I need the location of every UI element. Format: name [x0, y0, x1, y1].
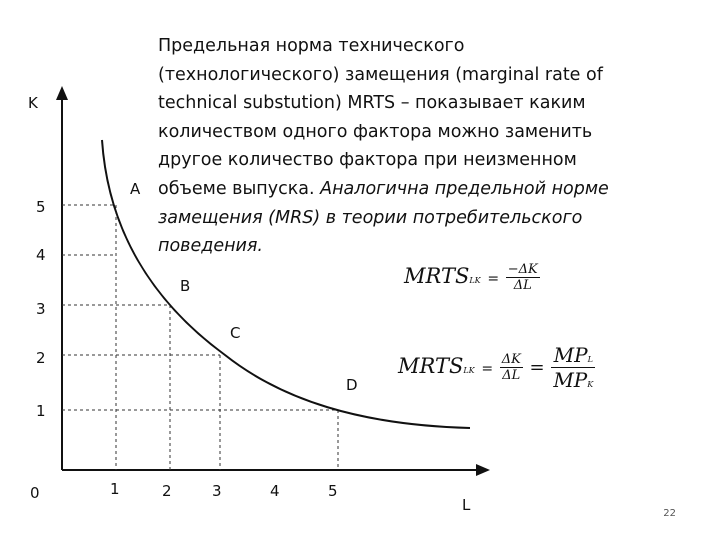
formula1-num: −ΔK — [507, 262, 538, 277]
x-tick-2: 2 — [162, 482, 172, 500]
definition-line-7: замещения (MRS) в теории потребительского — [158, 207, 583, 228]
definition-line-1: Предельная норма технического — [158, 36, 465, 56]
y-tick-5: 5 — [36, 198, 46, 216]
origin-label: 0 — [30, 484, 40, 502]
x-axis-arrow — [476, 464, 490, 476]
definition-line-6 — [158, 175, 678, 204]
formula2-fraction-mp — [551, 343, 595, 392]
definition-text — [158, 32, 678, 261]
definition-line-5: другое количество фактора при неизменном — [158, 150, 577, 171]
formula2-eq2: = — [529, 357, 545, 378]
point-c-label: C — [230, 324, 241, 342]
x-tick-3: 3 — [212, 482, 222, 500]
definition-line-2: (технологического) замещения (marginal rate of — [158, 64, 603, 85]
formula2-num2-group — [551, 343, 595, 368]
definition-line-3: technical substution) MRTS – показывает каким — [158, 93, 586, 114]
formula2-sub: LK — [463, 366, 475, 375]
formula-mrts-delta — [404, 262, 540, 293]
formula2-den2: MP — [553, 368, 588, 392]
formula1-den: ΔL — [513, 278, 532, 293]
x-tick-5: 5 — [328, 482, 338, 500]
definition-line-4: количеством одного фактора можно заменить — [158, 121, 593, 142]
definition-line-8: поведения. — [158, 236, 263, 257]
formula2-eq: = — [481, 361, 494, 377]
y-tick-2: 2 — [36, 349, 46, 367]
formula2-den2-sub: K — [587, 380, 594, 389]
formula2-den1: ΔL — [502, 368, 521, 383]
point-d-label: D — [346, 376, 358, 394]
formula2-lhs: MRTS — [398, 354, 464, 378]
formula2-num2: MP — [553, 343, 588, 367]
y-axis-label: K — [28, 94, 38, 112]
formula1-sub: LK — [469, 276, 481, 285]
formula2-den2-group — [551, 368, 595, 392]
page-number: 22 — [663, 508, 676, 519]
x-tick-1: 1 — [110, 480, 120, 498]
formula1-lhs: MRTS — [404, 264, 470, 288]
formula-mrts-mp — [398, 343, 595, 392]
y-tick-4: 4 — [36, 246, 46, 264]
definition-line-6-italic: Аналогична предельной норме — [320, 178, 609, 199]
x-axis-label: L — [462, 496, 471, 514]
point-b-label: B — [180, 277, 191, 295]
x-tick-4: 4 — [270, 482, 280, 500]
formula2-num2-sub: L — [587, 355, 593, 364]
y-axis-arrow — [56, 86, 68, 100]
point-a-label: A — [130, 180, 141, 198]
formula1-fraction — [506, 262, 540, 293]
y-tick-1: 1 — [36, 402, 46, 420]
y-tick-3: 3 — [36, 300, 46, 318]
formula1-eq: = — [487, 271, 500, 287]
formula2-num1: ΔK — [501, 352, 521, 367]
definition-line-6-plain: объеме выпуска. — [158, 178, 321, 199]
formula2-fraction-delta — [500, 352, 523, 383]
